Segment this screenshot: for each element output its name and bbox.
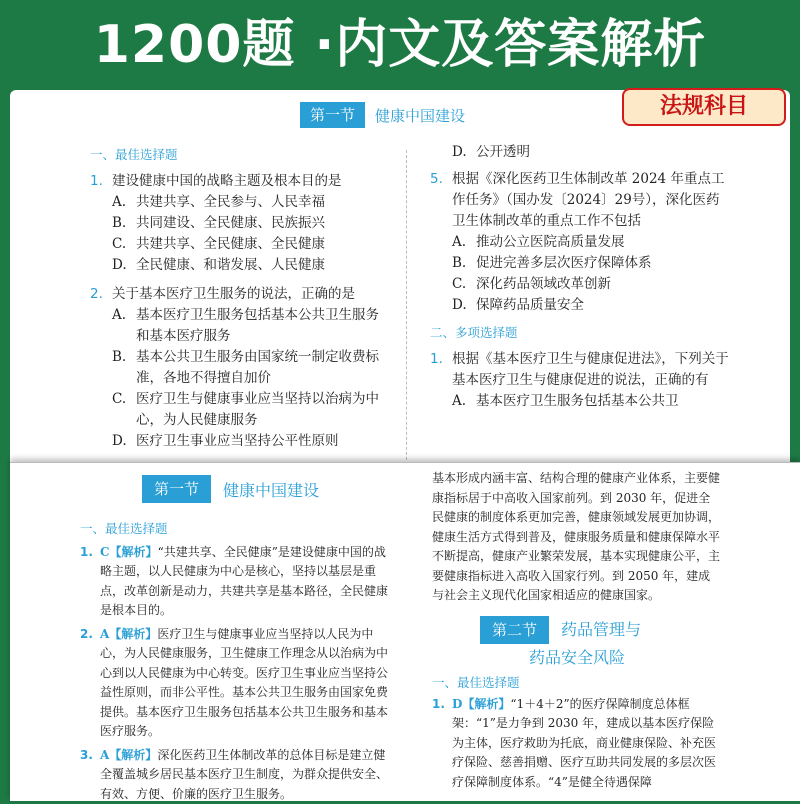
option-letter: C. [112,234,136,255]
answer-body: 医疗卫生与健康事业应当坚持以人民为中心，为人民健康服务，卫生健康工作理念从以治病为中心到以人民健康为中心转变。医疗卫生事业应当坚持公益性原则，而非公平性。基本公共卫生服务由国家免费提供。基本医疗卫生服务包括基本公共卫生服务和基本医疗服务。 [100,627,388,739]
section-title-continued: 药品安全风险 [432,648,722,668]
right-column [430,142,730,412]
option-letter: A. [112,192,136,213]
answer-number: 3. [80,746,100,804]
answer-item [80,746,392,804]
category-heading: 二、多项选择题 [430,322,730,343]
question-number: 5. [430,169,452,232]
answer-text [452,695,722,793]
answer-body: 深化医药卫生体制改革的总体目标是建立健全覆盖城乡居民基本医疗卫生制度，为群众提供安全、有效、方便、价廉的医疗卫生服务。 [100,748,388,801]
category-heading: 一、最佳选择题 [80,519,392,539]
answer-text [100,746,392,804]
column-divider [406,150,407,470]
option [430,232,730,253]
option [430,274,730,295]
option-text: 公开透明 [476,142,730,163]
answer-list [80,543,392,804]
section-header [480,616,722,644]
section-header [300,102,465,128]
question-text: 建设健康中国的战略主题及根本目的是 [112,171,390,192]
answer-item [432,695,722,793]
option-text: 推动公立医院高质量发展 [476,232,730,253]
option [90,234,390,255]
subject-badge: 法规科目 [622,88,786,126]
question-number: 2. [90,284,112,305]
question-stem [90,284,390,305]
category-heading: 一、最佳选择题 [90,144,390,165]
option [90,347,390,389]
answer-label: A【解析】 [100,748,157,762]
answer-text [100,625,392,742]
option-letter: C. [112,389,136,431]
option-text: 保障药品质量安全 [476,295,730,316]
section-number: 第二节 [480,616,549,644]
option [90,192,390,213]
option-letter: A. [452,391,476,412]
option-text: 全民健康、和谐发展、人民健康 [136,255,390,276]
section-number: 第一节 [142,475,211,503]
option-letter: C. [452,274,476,295]
option-letter: B. [452,253,476,274]
answer-left-column [80,517,392,804]
option-letter: D. [112,255,136,276]
question-number: 1. [430,349,452,391]
question [430,349,730,412]
answer-number: 1. [432,695,452,793]
option-text: 促进完善多层次医疗保障体系 [476,253,730,274]
option-letter: A. [452,232,476,253]
question-text: 关于基本医疗卫生服务的说法，正确的是 [112,284,390,305]
section-title: 健康中国建设 [223,478,319,501]
category-heading: 一、最佳选择题 [432,673,722,693]
option-letter: A. [112,305,136,347]
banner-title: 1200题 ·内文及答案解析 [0,0,800,90]
answer-right-column [432,469,722,792]
option [90,255,390,276]
question-text: 根据《基本医疗卫生与健康促进法》，下列关于基本医疗卫生与健康促进的说法，正确的有 [452,349,730,391]
option-letter: D. [112,431,136,452]
option-letter: D. [452,142,476,163]
option-letter: D. [452,295,476,316]
answer-label: D【解析】 [452,697,510,711]
question-text: 根据《深化医药卫生体制改革 2024 年重点工作任务》（国办发〔2024〕29号），深化医药卫生体制改革的重点工作不包括 [452,169,730,232]
question-list [90,171,390,452]
answer-body: “共建共享、全民健康”是建设健康中国的战略主题，以人民健康为中心是核心，坚持以基层是重点，改革创新是动力，共建共享是基本路径，全民健康是根本目的。 [100,545,388,618]
question [90,284,390,452]
option [430,142,730,163]
question-stem [430,169,730,232]
question-stem [430,349,730,391]
answer-number: 2. [80,625,100,742]
option-text: 医疗卫生与健康事业应当坚持以治病为中心，为人民健康服务 [136,389,390,431]
option-text: 医疗卫生事业应当坚持公平性原则 [136,431,390,452]
option [430,391,730,412]
answer-label: C【解析】 [100,545,158,559]
question-stem [90,171,390,192]
option-letter: B. [112,213,136,234]
section-title: 健康中国建设 [375,105,465,126]
answer-page [10,462,800,801]
option-text: 共建共享、全民参与、人民幸福 [136,192,390,213]
option-text: 基本公共卫生服务由国家统一制定收费标准，各地不得擅自加价 [136,347,390,389]
section-number: 第一节 [300,102,365,128]
option-text: 基本医疗卫生服务包括基本公共卫 [476,391,730,412]
option-text: 基本医疗卫生服务包括基本公共卫生服务和基本医疗服务 [136,305,390,347]
question [430,169,730,316]
option [90,389,390,431]
option [90,431,390,452]
option-text: 共同建设、全民健康、民族振兴 [136,213,390,234]
answer-body: “1＋4＋2”的医疗保障制度总体框架：“1”是力争到 2030 年，建成以基本医疗保险为主体，医疗救助为托底，商业健康保险、补充医疗保险、慈善捐赠、医疗互助共同发展的多层次医疗保障制度体系。“4”是健全待遇保障 [452,697,716,789]
question [90,171,390,276]
answer-paragraph: 基本形成内涵丰富、结构合理的健康产业体系，主要健康指标居于中高收入国家前列。到 2030 年，促进全民健康的制度体系更加完善，健康领域发展更加协调，健康生活方式得到普及，健康服务质量和健康保障水平不断提高，健康产业繁荣发展，基本实现健康公平，主要健康指标进入高收入国家行列。到 2050 年，建成与社会主义现代化国家相适应的健康国家。 [432,469,722,606]
answer-item [80,543,392,621]
question-page [10,90,790,470]
section-title: 药品管理与 [561,620,641,640]
answer-label: A【解析】 [100,627,157,641]
question-number: 1. [90,171,112,192]
answer-number: 1. [80,543,100,621]
answer-item [80,625,392,742]
option-letter: B. [112,347,136,389]
option [430,295,730,316]
option [430,253,730,274]
answer-text [100,543,392,621]
section-header [142,475,319,503]
option-text: 深化药品领域改革创新 [476,274,730,295]
option [90,305,390,347]
left-column [90,142,390,452]
option-text: 共建共享、全民健康、全民健康 [136,234,390,255]
option [90,213,390,234]
